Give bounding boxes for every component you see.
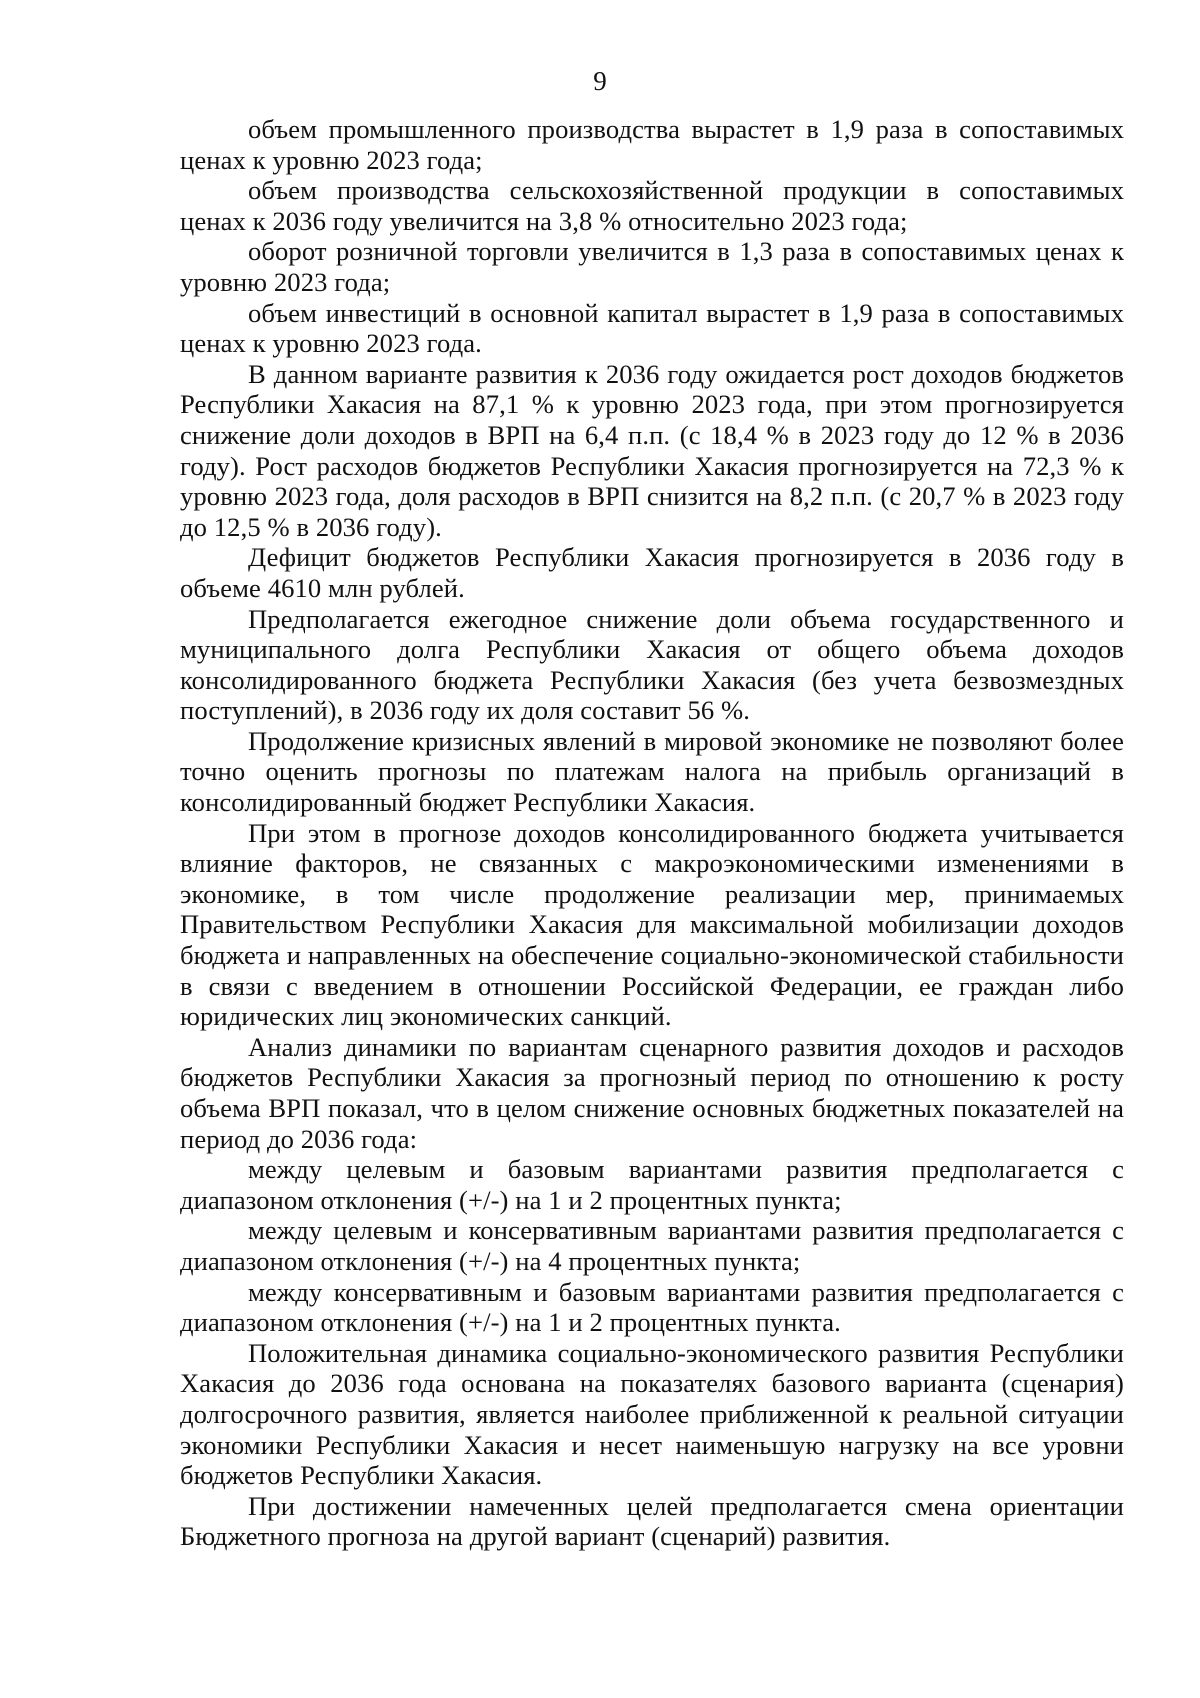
paragraph-industrial-output: объем промышленного производства вырастет в 1,9 раза в сопоставимых ценах к уровню 2023 года; [180, 114, 1124, 175]
paragraph-conservative-vs-base: между консервативным и базовым вариантами развития предполагается с диапазоном отклонения (+/-) на 1 и 2 процентных пункта. [180, 1276, 1124, 1338]
paragraph-public-debt: Предполагается ежегодное снижение доли объема государственного и муниципального долга Республики Хакасия от общего объема доходов консолидированного бюджета Республики Хакасия (без учета безвозмездных поступлений), в 2036 году их доля составит 56 %. [180, 603, 1124, 726]
paragraph-scenario-analysis: Анализ динамики по вариантам сценарного развития доходов и расходов бюджетов Республики Хакасия за прогнозный период по отношению к росту объема ВРП показал, что в целом снижение основных бюджетных показателей на период до 2036 года: [180, 1031, 1124, 1154]
paragraph-investments: объем инвестиций в основной капитал вырастет в 1,9 раза в сопоставимых ценах к уровню 2023 года. [180, 297, 1124, 359]
document-body [180, 114, 1124, 1552]
paragraph-positive-dynamics: Положительная динамика социально-экономического развития Республики Хакасия до 2036 года основана на показателях базового варианта (сценария) долгосрочного развития, является наиболее приближенной к реальной ситуации экономики Республики Хакасия и несет наименьшую нагрузку на все уровни бюджетов Республики Хакасия. [180, 1337, 1124, 1491]
paragraph-orientation-change: При достижении намеченных целей предполагается смена ориентации Бюджетного прогноза на другой вариант (сценарий) развития. [180, 1490, 1124, 1552]
paragraph-target-vs-conservative: между целевым и консервативным вариантами развития предполагается с диапазоном отклонения (+/-) на 4 процентных пункта; [180, 1215, 1124, 1276]
paragraph-crisis: Продолжение кризисных явлений в мировой экономике не позволяют более точно оценить прогнозы по платежам налога на прибыль организаций в консолидированный бюджет Республики Хакасия. [180, 725, 1124, 818]
paragraph-agricultural-output: объем производства сельскохозяйственной продукции в сопоставимых ценах к 2036 году увеличится на 3,8 % относительно 2023 года; [180, 175, 1124, 236]
paragraph-revenue-factors: При этом в прогнозе доходов консолидированного бюджета учитывается влияние факторов, не связанных с макроэкономическими изменениями в экономике, в том числе продолжение реализации мер, принимаемых Правительством Республики Хакасия для максимальной мобилизации доходов бюджета и направленных на обеспечение социально-экономической стабильности в связи с введением в отношении Российской Федерации, ее граждан либо юридических лиц экономических санкций. [180, 817, 1124, 1032]
paragraph-budget-deficit: Дефицит бюджетов Республики Хакасия прогнозируется в 2036 году в объеме 4610 млн рублей. [180, 542, 1124, 603]
paragraph-target-vs-base: между целевым и базовым вариантами развития предполагается с диапазоном отклонения (+/-) на 1 и 2 процентных пункта; [180, 1154, 1124, 1215]
paragraph-retail-turnover: оборот розничной торговли увеличится в 1,3 раза в сопоставимых ценах к уровню 2023 года; [180, 236, 1124, 297]
page-number: 9 [593, 66, 607, 96]
paragraph-budget-revenues: В данном варианте развития к 2036 году ожидается рост доходов бюджетов Республики Хакасия на 87,1 % к уровню 2023 года, при этом прогнозируется снижение доли доходов в ВРП на 6,4 п.п. (с 18,4 % в 2023 году до 12 % в 2036 году). Рост расходов бюджетов Республики Хакасия прогнозируется на 72,3 % к уровню 2023 года, доля расходов в ВРП снизится на 8,2 п.п. (с 20,7 % в 2023 году до 12,5 % в 2036 году). [180, 358, 1124, 542]
